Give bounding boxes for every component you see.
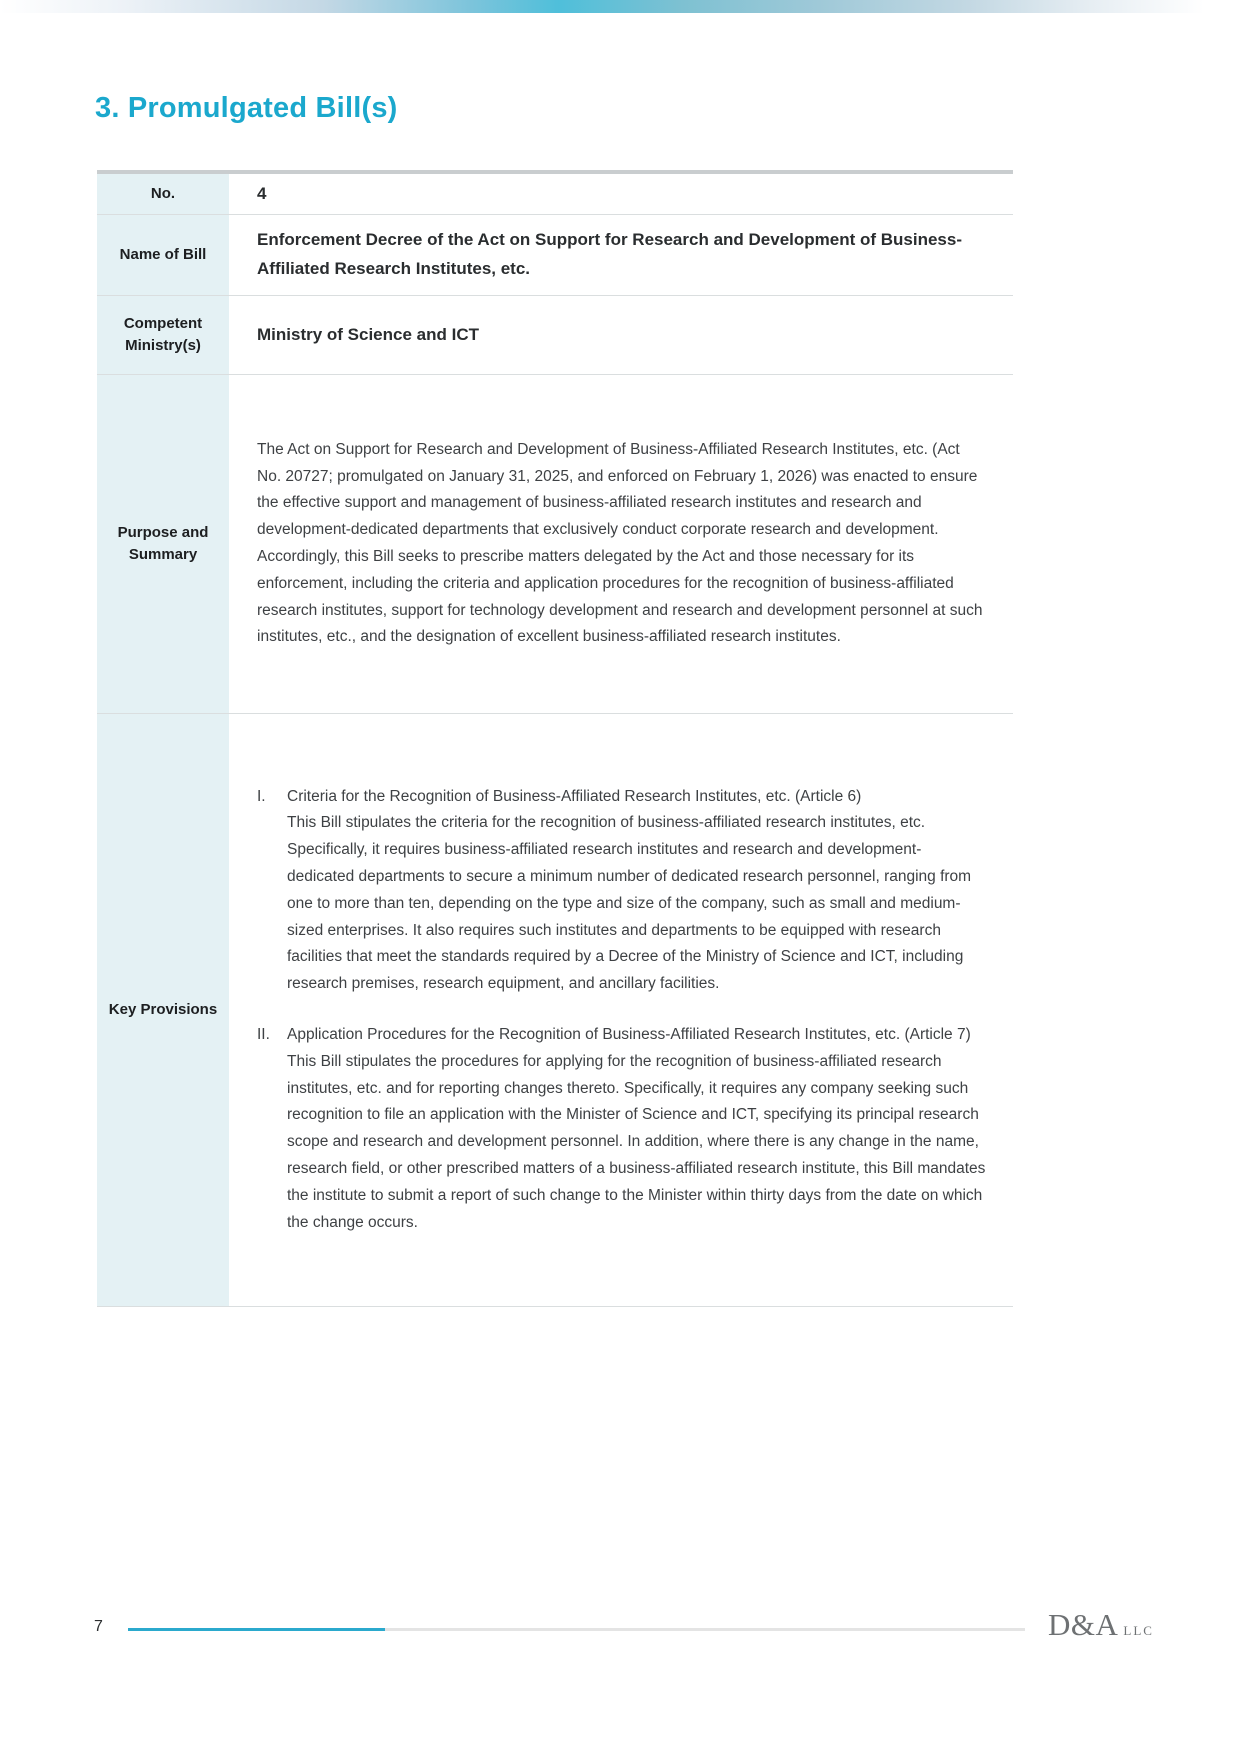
footer-divider-line bbox=[128, 1628, 1025, 1631]
row-label-competent-ministry: Competent Ministry(s) bbox=[97, 296, 229, 374]
table-row-purpose-summary bbox=[97, 375, 1013, 714]
bill-name-value: Enforcement Decree of the Act on Support for Research and Development of Business-Affiliated Research Institutes, etc. bbox=[257, 230, 963, 278]
table-row-competent-ministry bbox=[97, 296, 1013, 375]
firm-logo-main-text: D&A bbox=[1048, 1607, 1119, 1642]
key-provision-item-1 bbox=[257, 784, 987, 999]
row-label-no: No. bbox=[97, 174, 229, 214]
key-provision-1-body: This Bill stipulates the criteria for the recognition of business-affiliated research institutes, etc. Specifically, it requires business-affiliated research institutes and research and development-dedicated departments to secure a minimum number of dedicated research personnel, ranging from one to more than ten, depending on the type and size of the company, such as small and medium-sized enterprises. It also requires such institutes and departments to be equipped with research facilities that meet the standards required by a Decree of the Ministry of Science and ICT, including research premises, research equipment, and ancillary facilities. bbox=[287, 814, 972, 993]
key-provision-2-body: This Bill stipulates the procedures for applying for the recognition of business-affiliated research institutes, etc. and for reporting changes thereto. Specifically, it requires any company seeking such recognition to file an application with the Minister of Science and ICT, specifying its principal research scope and research and development personnel. In addition, where there is any change in the name, research field, or other prescribed matters of a business-affiliated research institute, this Bill mandates the institute to submit a report of such change to the Minister within thirty days from the date on which the change occurs. bbox=[287, 1052, 986, 1231]
row-label-key-provisions: Key Provisions bbox=[97, 714, 229, 1306]
bill-number-value: 4 bbox=[257, 184, 267, 203]
page-number: 7 bbox=[94, 1618, 103, 1635]
bill-summary-table bbox=[97, 170, 1013, 1307]
footer-divider-accent-segment bbox=[128, 1628, 385, 1631]
ministry-value: Ministry of Science and ICT bbox=[257, 325, 479, 344]
key-provision-1-numeral: I. bbox=[257, 787, 266, 805]
table-row-key-provisions bbox=[97, 714, 1013, 1307]
purpose-summary-paragraph: The Act on Support for Research and Development of Business-Affiliated Research Institutes, etc. (Act No. 20727; promulgated on January 31, 2025, and enforced on February 1, 2026) was enacted to ensure the effective support and management of business-affiliated research institutes and research and development-dedicated departments that exclusively conduct corporate research and development. Accordingly, this Bill seeks to prescribe matters delegated by the Act and those necessary for its enforcement, including the criteria and application procedures for the recognition of business-affiliated research institutes, support for technology development and research and development personnel at such institutes, etc., and the designation of excellent business-affiliated research institutes. bbox=[257, 440, 983, 646]
firm-logo bbox=[1048, 1607, 1154, 1643]
key-provision-1-heading: Criteria for the Recognition of Business-Affiliated Research Institutes, etc. (Article 6) bbox=[287, 787, 862, 805]
key-provision-2-heading: Application Procedures for the Recognition of Business-Affiliated Research Institutes, etc. (Article 7) bbox=[287, 1026, 971, 1043]
page-title: 3. Promulgated Bill(s) bbox=[95, 92, 398, 124]
header-gradient-bar bbox=[0, 0, 1241, 13]
table-row-no bbox=[97, 174, 1013, 215]
firm-logo-suffix-text: LLC bbox=[1123, 1623, 1154, 1638]
table-row-name-of-bill bbox=[97, 215, 1013, 296]
row-label-name-of-bill: Name of Bill bbox=[97, 215, 229, 295]
key-provision-item-2 bbox=[257, 1022, 987, 1237]
row-label-purpose-summary: Purpose and Summary bbox=[97, 375, 229, 713]
key-provision-2-numeral: II. bbox=[257, 1026, 270, 1043]
